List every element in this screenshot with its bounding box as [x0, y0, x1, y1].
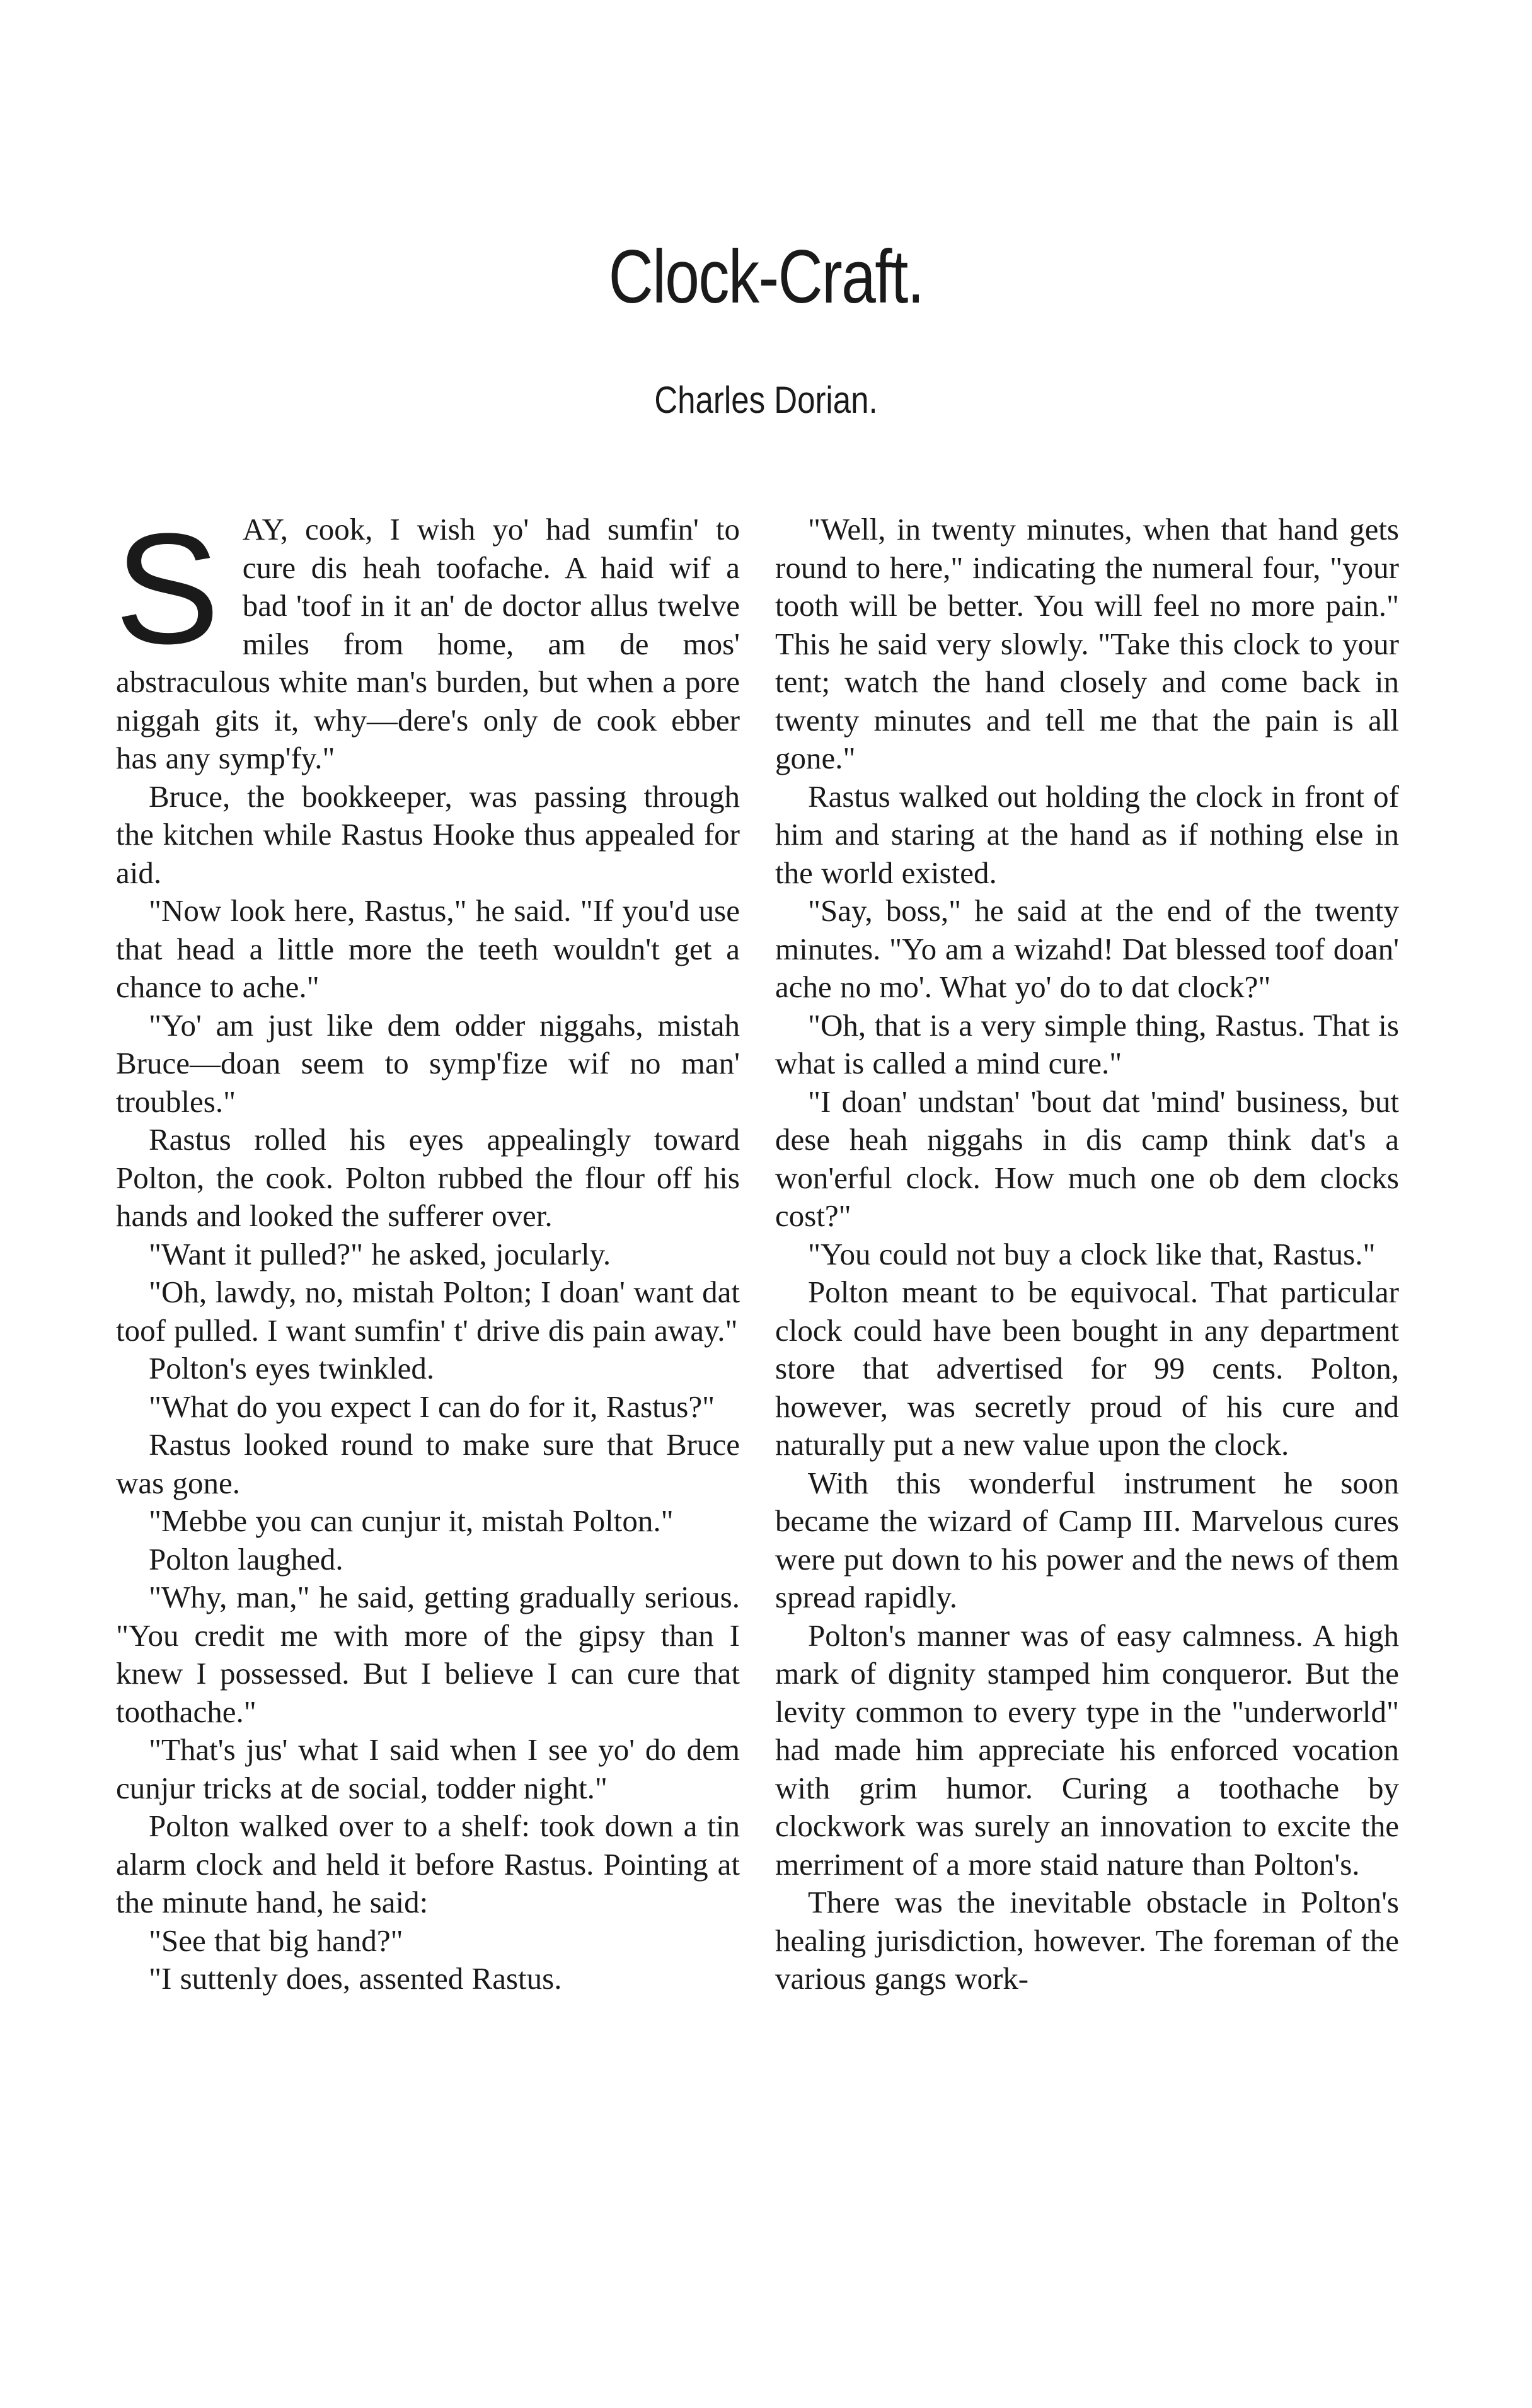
paragraph: "Oh, lawdy, no, mistah Polton; I doan' want dat toof pulled. I want sumfin' t' drive dis pain away." [116, 1275, 740, 1348]
paragraph: There was the inevitable obstacle in Polton's healing jurisdiction, however. The foreman of the various gangs work- [775, 1885, 1399, 1996]
paragraph: Polton laughed. [149, 1541, 343, 1577]
left-column [115, 501, 740, 1998]
paragraph: "Yo' am just like dem odder niggahs, mistah Bruce—doan seem to symp'fize wif no man' troubles." [116, 1007, 740, 1119]
paragraph: "Oh, that is a very simple thing, Rastus. That is what is called a mind cure." [775, 1007, 1399, 1080]
paragraph: "Want it pulled?" he asked, jocularly. [149, 1236, 611, 1271]
paragraph: Rastus rolled his eyes appealingly toward Polton, the cook. Polton rubbed the flour off his hands and looked the sufferer over. [116, 1122, 740, 1233]
paragraph: "You could not buy a clock like that, Rastus." [808, 1236, 1376, 1271]
opening-paragraph-text: AY, cook, I wish yo' had sumfin' to cure dis heah toofache. A haid wif a bad 'toof in it an' de doctor allus twelve miles from home, am de mos' abstraculous white man's burden, but when a pore niggah gits it, why—dere's only de cook ebber has any symp'fy." [116, 512, 740, 775]
paragraph: "Say, boss," he said at the end of the twenty minutes. "Yo am a wizahd! Dat blessed toof doan' ache no mo'. What yo' do to dat clock?" [775, 893, 1399, 1004]
paragraph: "Why, man," he said, getting gradually serious. "You credit me with more of the gipsy than I knew I possessed. But I believe I can cure that toothache." [116, 1580, 740, 1729]
paragraph: "Now look here, Rastus," he said. "If you'd use that head a little more the teeth wouldn't get a chance to ache." [116, 893, 740, 1004]
article-title: Clock-Craft. [608, 234, 924, 319]
paragraph: "I doan' undstan' 'bout dat 'mind' business, but dese heah niggahs in dis camp think dat's a won'erful clock. How much one ob dem clocks cost?" [775, 1084, 1399, 1233]
right-column [775, 511, 1399, 1998]
paragraph: "That's jus' what I said when I see yo' do dem cunjur tricks at de social, todder night." [116, 1732, 740, 1805]
paragraph: Rastus looked round to make sure that Bruce was gone. [116, 1427, 740, 1500]
article-author: Charles Dorian. [654, 379, 878, 421]
opening-paragraph [115, 501, 740, 778]
paragraph: Bruce, the bookkeeper, was passing through the kitchen while Rastus Hooke thus appealed for aid. [116, 779, 740, 890]
paragraph: Polton meant to be equivocal. That particular clock could have been bought in any department store that advertised for 99 cents. Polton, however, was secretly proud of his cure and naturally put a new value upon the clock. [775, 1275, 1399, 1462]
paragraph: Polton's manner was of easy calmness. A high mark of dignity stamped him conqueror. But the levity common to every type in the "underworld" had made him appreciate his enforced vocation with grim humor. Curing a toothache by clockwork was surely an innovation to excite the merriment of a more staid nature than Polton's. [775, 1618, 1399, 1882]
paragraph: "See that big hand?" [149, 1923, 403, 1958]
paragraph: With this wonderful instrument he soon became the wizard of Camp III. Marvelous cures were put down to his power and the news of them spread rapidly. [775, 1465, 1399, 1614]
paragraph: "I suttenly does, assented Rastus. [149, 1961, 562, 1996]
paragraph: Polton's eyes twinkled. [149, 1351, 435, 1386]
paragraph: "What do you expect I can do for it, Rastus?" [149, 1389, 715, 1424]
drop-cap: S [115, 501, 220, 676]
paragraph: Polton walked over to a shelf: took down a tin alarm clock and held it before Rastus. Pointing at the minute hand, he said: [116, 1809, 740, 1919]
paragraph: "Mebbe you can cunjur it, mistah Polton." [149, 1503, 674, 1538]
paragraph: Rastus walked out holding the clock in front of him and staring at the hand as if nothing else in the world existed. [775, 779, 1399, 890]
paragraph: "Well, in twenty minutes, when that hand gets round to here," indicating the numeral four, "your tooth will be better. You will feel no more pain." This he said very slowly. "Take this clock to your tent; watch the hand closely and come back in twenty minutes and tell me that the pain is all gone." [775, 512, 1399, 775]
